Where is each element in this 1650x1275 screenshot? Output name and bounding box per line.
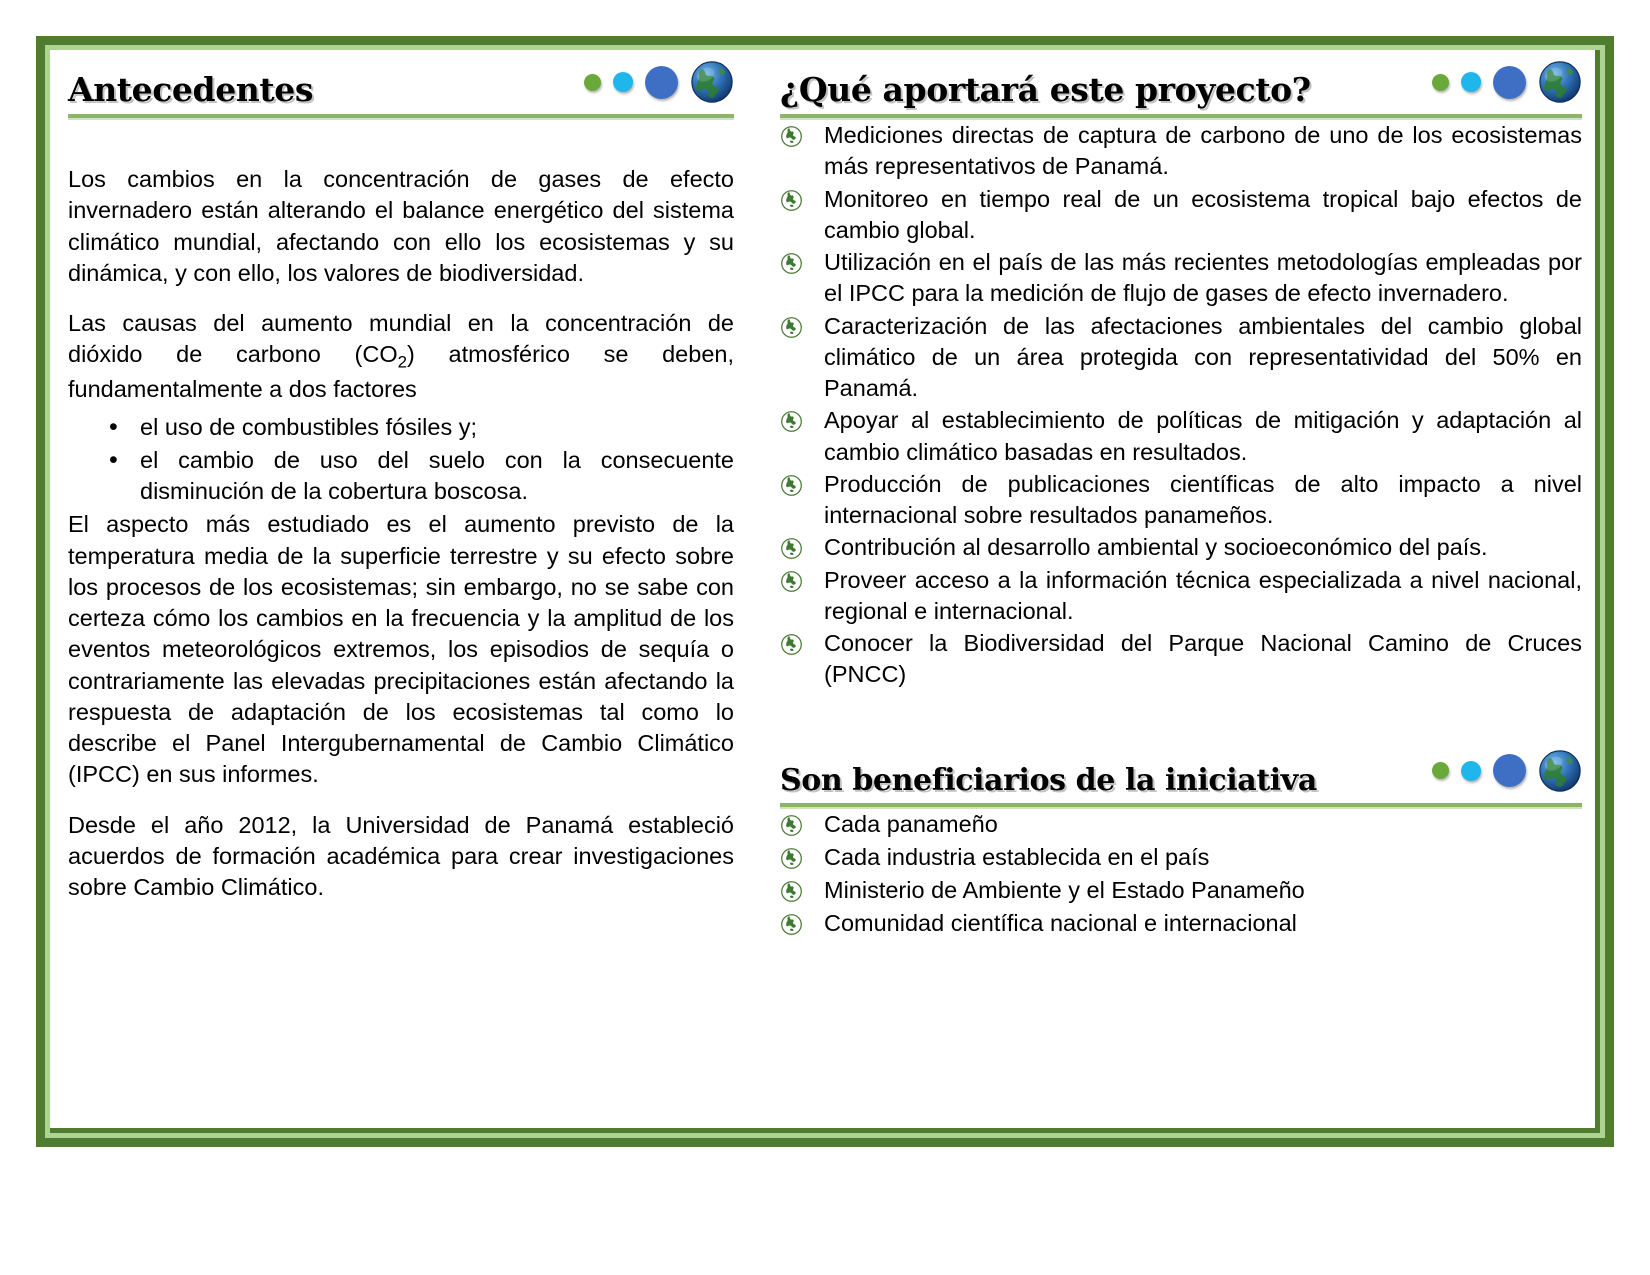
list-item: • el cambio de uso del suelo con la consecuente disminución de la cobertura boscosa.: [140, 445, 734, 508]
globe-bullet-icon: [780, 880, 803, 903]
cyan-dot-icon: [613, 72, 633, 92]
left-column: [68, 60, 758, 1125]
list-item-text: Producción de publicaciones científicas de alto impacto a nivel internacional sobre resultados panameños.: [824, 470, 1582, 528]
list-item: [780, 405, 1582, 468]
aporte-title: ¿Qué aportará este proyecto?: [780, 70, 1311, 110]
list-item-text: Utilización en el país de las más recientes metodologías empleadas por el IPCC para la medición de flujo de gases de efecto invernadero.: [824, 249, 1582, 307]
header-decoration-beneficiarios: [1432, 749, 1582, 798]
list-item: [780, 565, 1582, 628]
list-item: • el uso de combustibles fósiles y;: [140, 412, 734, 443]
list-item-text: Contribución al desarrollo ambiental y socioeconómico del país.: [824, 534, 1488, 561]
cyan-dot-icon: [1461, 761, 1481, 781]
list-item: [780, 532, 1582, 563]
list-item-text: Proveer acceso a la información técnica especializada a nivel nacional, regional e internacional.: [824, 566, 1582, 624]
globe-bullet-icon: [780, 316, 803, 339]
list-item: [780, 247, 1582, 310]
antecedentes-paragraph-1: Los cambios en la concentración de gases de efecto invernadero están alterando el balance energético del sistema climático mundial, afectando con ello los ecosistemas y su dinámica, y con ello, los valores de biodiversidad.: [68, 166, 734, 286]
antecedentes-rule: [68, 114, 734, 120]
co2-subscript: 2: [397, 352, 408, 372]
list-item-text: Ministerio de Ambiente y el Estado Panameño: [824, 877, 1305, 903]
globe-bullet-icon: [780, 537, 803, 560]
list-item-text: Conocer la Biodiversidad del Parque Nacional Camino de Cruces (PNCC): [824, 630, 1582, 688]
list-item: [780, 184, 1582, 247]
cyan-dot-icon: [1461, 72, 1481, 92]
causes-intro-part1: Las causas del aumento mundial en la concentración de dióxido de carbono (CO: [68, 310, 734, 368]
list-item-text: Apoyar al establecimiento de políticas de mitigación y adaptación al cambio climático basadas en resultados.: [824, 407, 1582, 465]
list-item: [780, 311, 1582, 405]
aporte-header: [780, 60, 1582, 111]
blue-dot-icon: [1493, 66, 1526, 99]
list-item: [780, 120, 1582, 183]
two-column-layout: [68, 60, 1582, 1125]
list-item: [780, 628, 1582, 691]
right-column: [758, 60, 1582, 1125]
header-decoration-right: [1432, 60, 1582, 109]
list-item-text: Cada industria establecida en el país: [824, 843, 1210, 870]
globe-bullet-icon: [780, 570, 803, 593]
list-item: [780, 469, 1582, 532]
beneficiarios-header: [780, 749, 1582, 800]
list-item-text: Cada panameño: [824, 810, 998, 837]
list-item-text: Comunidad científica nacional e internacional: [824, 910, 1297, 937]
contributions-list: [780, 120, 1582, 691]
antecedentes-causes-intro: [68, 308, 734, 406]
list-item: [780, 809, 1582, 840]
list-item: [780, 908, 1582, 939]
globe-bullet-icon: [780, 252, 803, 275]
globe-bullet-icon: [780, 410, 803, 433]
causes-intro-part2: ) atmosférico se deben, fundamentalmente a dos factores: [68, 341, 734, 403]
blue-dot-icon: [645, 66, 678, 99]
antecedentes-paragraph-2: El aspecto más estudiado es el aumento previsto de la temperatura media de la superficie terrestre y su efecto sobre los procesos de los ecosistemas; sin embargo, no se sabe con certeza cómo los cambios en la frecuencia y la amplitud de los eventos meteorológicos extremos, los episodios de sequía o contrariamente las elevadas precipitaciones están afectando la respuesta de adaptación de los ecosistemas tal como lo describe el Panel Intergubernamental de Cambio Climático (IPCC) en sus informes.: [68, 511, 734, 788]
green-dot-icon: [1432, 762, 1449, 779]
globe-bullet-icon: [780, 814, 803, 837]
list-item-text: Mediciones directas de captura de carbono de uno de los ecosistemas más representativos de Panamá.: [824, 122, 1582, 180]
list-item-text: Caracterización de las afectaciones ambientales del cambio global climático de un área protegida con representatividad del 50% en Panamá.: [824, 312, 1582, 401]
list-item: [780, 842, 1582, 873]
globe-bullet-icon: [780, 913, 803, 936]
beneficiaries-list: [780, 809, 1582, 940]
list-item-text: Monitoreo en tiempo real de un ecosistema tropical bajo efectos de cambio global.: [824, 185, 1582, 243]
green-dot-icon: [584, 74, 601, 91]
blue-dot-icon: [1493, 754, 1526, 787]
antecedentes-paragraph-3: Desde el año 2012, la Universidad de Panamá estableció acuerdos de formación académica para crear investigaciones sobre Cambio Climático.: [68, 811, 734, 901]
causes-bullet-list: [68, 412, 734, 508]
beneficiarios-title: Son beneficiarios de la iniciativa: [780, 762, 1317, 798]
antecedentes-title: Antecedentes: [68, 70, 314, 110]
antecedentes-header: [68, 60, 734, 111]
earth-globe-icon: [690, 60, 734, 104]
header-decoration-left: [584, 60, 734, 109]
globe-bullet-icon: [780, 847, 803, 870]
globe-bullet-icon: [780, 633, 803, 656]
globe-bullet-icon: [780, 189, 803, 212]
globe-bullet-icon: [780, 125, 803, 148]
earth-globe-icon: [1538, 60, 1582, 104]
green-dot-icon: [1432, 74, 1449, 91]
list-item: [780, 875, 1582, 906]
globe-bullet-icon: [780, 474, 803, 497]
earth-globe-icon: [1538, 749, 1582, 793]
